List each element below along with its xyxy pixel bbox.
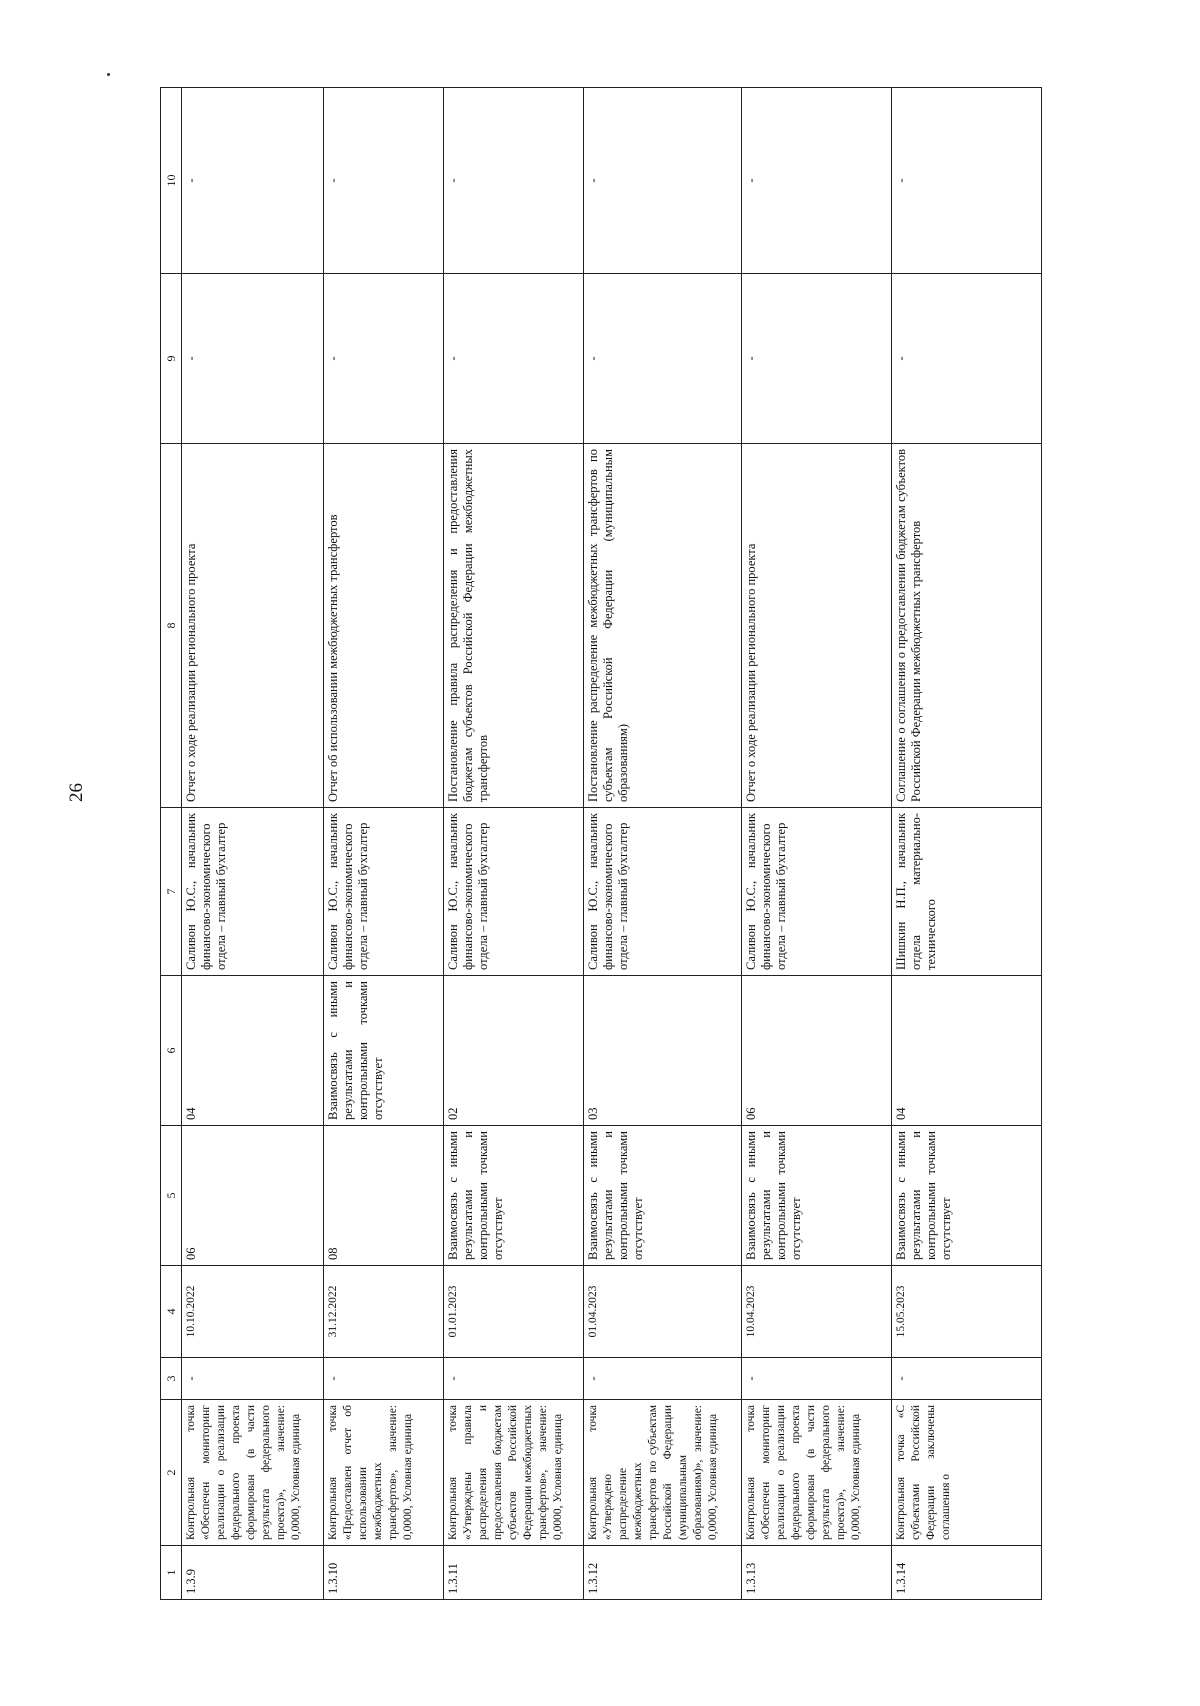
control-points-table [160,87,1042,1600]
table-row [742,88,892,1600]
page-number: 26 [66,783,87,802]
notes-cell: - [584,88,742,274]
control-point-name: Контрольная точка «Обеспечен мониторинг реализации о реализации федерального проекта сформирован (в части результата федерального проекта)», значение: 0,0000, Условная единица [182,1400,324,1546]
deadline-date: 01.01.2023 [444,1266,584,1358]
table-row [892,88,1042,1600]
column-number: 1 [161,1546,182,1600]
link-cell: Взаимосвязь с иными результатами и контрольными точками отсутствует [584,1126,742,1266]
predecessor-cell: - [324,1358,444,1400]
document-type: Отчет о ходе реализации регионального проекта [182,444,324,808]
notes-cell: - [742,88,892,274]
info-system-cell: - [324,274,444,444]
link-cell: Взаимосвязь с иными результатами и контрольными точками отсутствует [892,1126,1042,1266]
link-cell: 06 [182,1126,324,1266]
link-cell: Взаимосвязь с иными результатами и контрольными точками отсутствует [324,976,444,1126]
deadline-date: 10.10.2022 [182,1266,324,1358]
deadline-date: 10.04.2023 [742,1266,892,1358]
predecessor-cell: - [444,1358,584,1400]
row-id: 1.3.11 [444,1546,584,1600]
table-row [584,88,742,1600]
document-type: Отчет об использовании межбюджетных трансфертов [324,444,444,808]
info-system-cell: - [584,274,742,444]
column-number: 8 [161,444,182,808]
info-system-cell: - [182,274,324,444]
control-point-name: Контрольная точка «Утверждены правила распределения и предоставления бюджетам субъектов Российской Федерации межбюджетных трансфертов», значение: 0,0000, Условная единица [444,1400,584,1546]
column-number: 6 [161,976,182,1126]
column-number: 10 [161,88,182,274]
row-id: 1.3.12 [584,1546,742,1600]
link-cell: Взаимосвязь с иными результатами и контрольными точками отсутствует [742,1126,892,1266]
column-number: 9 [161,274,182,444]
row-id: 1.3.13 [742,1546,892,1600]
control-point-name: Контрольная точка «С субъектами Российской Федерации заключены соглашения о [892,1400,1042,1546]
table-row [324,88,444,1600]
responsible-person: Саливон Ю.С., начальник финансово-экономического отдела – главный бухгалтер [182,808,324,976]
column-number: 7 [161,808,182,976]
notes-cell: - [444,88,584,274]
table-row [444,88,584,1600]
deadline-date: 15.05.2023 [892,1266,1042,1358]
responsible-person: Саливон Ю.С., начальник финансово-экономического отдела – главный бухгалтер [584,808,742,976]
info-system-cell: - [742,274,892,444]
notes-cell: - [324,88,444,274]
control-point-name: Контрольная точка «Обеспечен мониторинг реализации о реализации федерального проекта сформирован (в части результата федерального проекта)», значение: 0,0000, Условная единица [742,1400,892,1546]
info-system-cell: - [444,274,584,444]
link-cell: 04 [182,976,324,1126]
info-system-cell: - [892,274,1042,444]
predecessor-cell: - [892,1358,1042,1400]
table-row [182,88,324,1600]
responsible-person: Саливон Ю.С., начальник финансово-экономического отдела – главный бухгалтер [742,808,892,976]
link-cell: 04 [892,976,1042,1126]
link-cell: 03 [584,976,742,1126]
row-id: 1.3.9 [182,1546,324,1600]
control-point-name: Контрольная точка «Предоставлен отчет об использовании межбюджетных трансфертов», значение: 0,0000, Условная единица [324,1400,444,1546]
link-cell: 02 [444,976,584,1126]
predecessor-cell: - [584,1358,742,1400]
column-number: 3 [161,1358,182,1400]
row-id: 1.3.10 [324,1546,444,1600]
row-id: 1.3.14 [892,1546,1042,1600]
document-type: Отчет о ходе реализации регионального проекта [742,444,892,808]
column-number: 5 [161,1126,182,1266]
responsible-person: Шишкин Н.П., начальник отдела материально-технического [892,808,1042,976]
column-number: 4 [161,1266,182,1358]
document-type: Соглашение о соглашения о предоставлении бюджетам субъектов Российской Федерации межбюджетных трансфертов [892,444,1042,808]
notes-cell: - [892,88,1042,274]
document-type: Постановление распределение межбюджетных трансфертов по субъектам Российской Федерации (муниципальным образованиям) [584,444,742,808]
link-cell: 08 [324,1126,444,1266]
scan-dot [107,73,110,76]
link-cell: Взаимосвязь с иными результатами и контрольными точками отсутствует [444,1126,584,1266]
document-type: Постановление правила распределения и предоставления бюджетам субъектов Российской Федерации межбюджетных трансфертов [444,444,584,808]
link-cell: 06 [742,976,892,1126]
column-number: 2 [161,1400,182,1546]
deadline-date: 01.04.2023 [584,1266,742,1358]
responsible-person: Саливон Ю.С., начальник финансово-экономического отдела – главный бухгалтер [324,808,444,976]
deadline-date: 31.12.2022 [324,1266,444,1358]
notes-cell: - [182,88,324,274]
rotated-table-container [160,88,1040,1600]
control-point-name: Контрольная точка «Утверждено распределение межбюджетных трансфертов по субъектам Российской Федерации (муниципальным образованиям)», значение: 0,0000, Условная единица [584,1400,742,1546]
column-number-row [161,88,182,1600]
predecessor-cell: - [742,1358,892,1400]
responsible-person: Саливон Ю.С., начальник финансово-экономического отдела – главный бухгалтер [444,808,584,976]
predecessor-cell: - [182,1358,324,1400]
